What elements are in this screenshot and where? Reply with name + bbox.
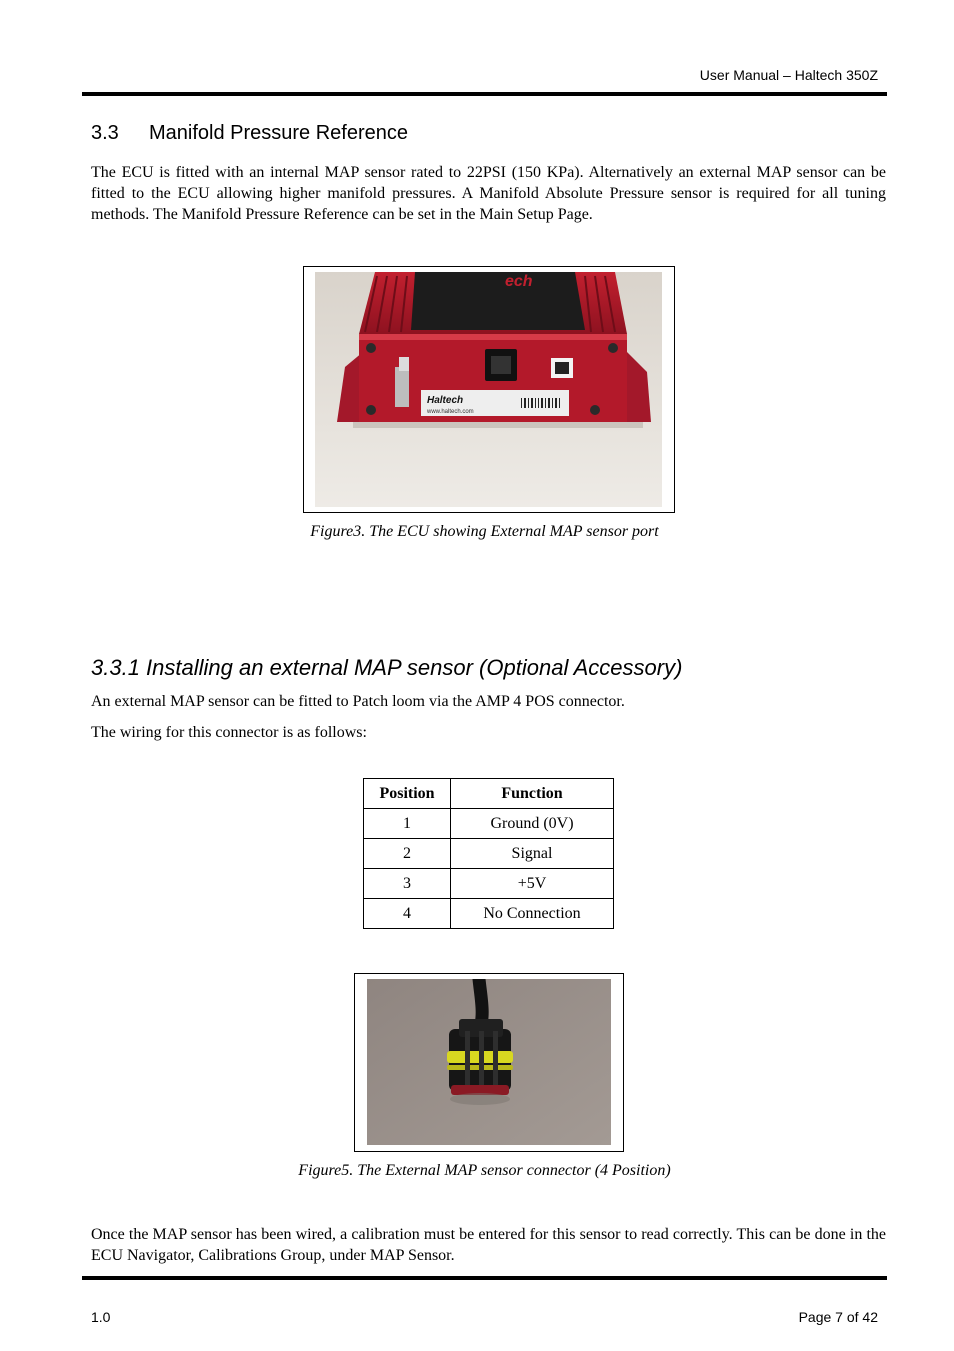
footer-rule	[82, 1276, 887, 1280]
footer-version: 1.0	[91, 1309, 111, 1325]
section-title: Manifold Pressure Reference	[149, 122, 409, 144]
figure5-frame	[354, 973, 624, 1152]
table-header-position: Position	[364, 779, 451, 809]
table-cell-function: Ground (0V)	[451, 809, 614, 839]
subsection-paragraph-1: An external MAP sensor can be fitted to Patch loom via the AMP 4 POS connector.	[91, 693, 625, 710]
table-cell-function: No Connection	[451, 899, 614, 929]
ecu-url-text: www.haltech.com	[427, 409, 474, 415]
intro-paragraph: The ECU is fitted with an internal MAP sensor rated to 22PSI (150 KPa). Alternatively an external MAP sensor can be fitted to the ECU allowing higher manifold pressures. A Manifold Absolute Pressure sensor is required for all tuning methods. The Manifold Pressure Reference can be set in the Main Setup Page.	[91, 164, 886, 223]
running-header: User Manual – Haltech 350Z	[699, 67, 878, 83]
subsection-heading: 3.3.1 Installing an external MAP sensor (Optional Accessory)	[91, 655, 683, 680]
connector-photo	[367, 979, 611, 1145]
figure3-caption: Figure3. The ECU showing External MAP sensor port	[310, 523, 659, 540]
table-row	[364, 869, 614, 899]
wiring-table	[363, 778, 614, 929]
footer-page-number: Page 7 of 42	[798, 1309, 878, 1325]
table-cell-function: +5V	[451, 869, 614, 899]
table-cell-position: 4	[364, 899, 451, 929]
table-row	[364, 899, 614, 929]
ecu-brand-text: Haltech	[427, 395, 464, 406]
section-number: 3.3	[91, 122, 119, 144]
table-header-function: Function	[451, 779, 614, 809]
table-cell-position: 2	[364, 839, 451, 869]
svg-text:ech: ech	[505, 273, 533, 290]
closing-paragraph: Once the MAP sensor has been wired, a calibration must be entered for this sensor to read correctly. This can be done in the ECU Navigator, Calibrations Group, under MAP Sensor.	[91, 1226, 886, 1264]
figure5-caption: Figure5. The External MAP sensor connector (4 Position)	[298, 1162, 671, 1179]
header-rule	[82, 92, 887, 96]
ecu-photo	[315, 272, 662, 507]
table-row	[364, 839, 614, 869]
table-cell-function: Signal	[451, 839, 614, 869]
subsection-paragraph-2: The wiring for this connector is as follows:	[91, 724, 367, 741]
section-heading	[91, 122, 408, 145]
figure3-frame	[303, 266, 675, 513]
table-cell-position: 3	[364, 869, 451, 899]
table-row	[364, 809, 614, 839]
table-header-row	[364, 779, 614, 809]
table-cell-position: 1	[364, 809, 451, 839]
